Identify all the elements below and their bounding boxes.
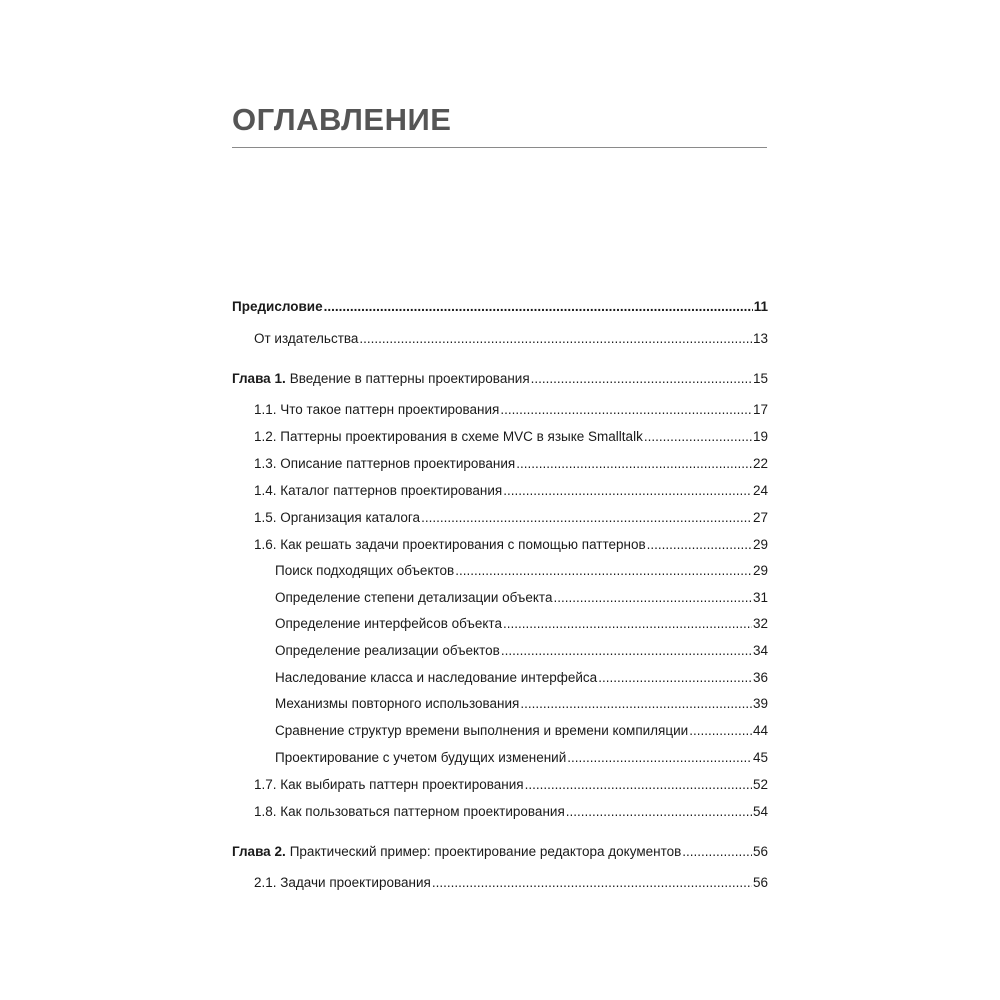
toc-entry-leader-dots — [647, 536, 752, 554]
toc-entry-title: 1.5. Организация каталога — [254, 510, 421, 525]
toc-entry-title: 1.8. Как пользоваться паттерном проектирования — [254, 804, 565, 819]
toc-entry-page-number: 17 — [752, 402, 768, 417]
toc-entry-title: 1.3. Описание паттернов проектирования — [254, 456, 516, 471]
toc-entry — [232, 370, 768, 388]
toc-entry-page-number: 32 — [752, 616, 768, 631]
toc-entry-leader-dots — [598, 669, 752, 687]
toc-entry-page-number: 29 — [752, 563, 768, 578]
toc-entry-leader-dots — [531, 370, 752, 388]
toc-entry-title: Введение в паттерны проектирования — [289, 371, 530, 386]
toc-entry-page-number: 36 — [752, 670, 768, 685]
toc-entry-title: Предисловие — [232, 299, 323, 314]
toc-entry-page-number: 15 — [752, 371, 768, 386]
toc-entry-page-number: 31 — [752, 590, 768, 605]
toc-entry-title: Сравнение структур времени выполнения и времени компиляции — [275, 723, 689, 738]
toc-entry — [275, 589, 768, 607]
toc-entry-page-number: 45 — [752, 750, 768, 765]
toc-entry-page-number: 54 — [752, 804, 768, 819]
toc-entry-title: 1.2. Паттерны проектирования в схеме MVC в языке Smalltalk — [254, 429, 643, 444]
toc-entry-leader-dots — [682, 843, 752, 861]
toc-entry-title: Определение реализации объектов — [275, 643, 500, 658]
toc-entry — [232, 298, 768, 316]
toc-entry-leader-dots — [566, 803, 752, 821]
toc-entry — [254, 401, 768, 419]
toc-entry-leader-dots — [421, 509, 752, 527]
toc-entry-leader-dots — [525, 776, 752, 794]
toc-entry-title: 2.1. Задачи проектирования — [254, 875, 431, 890]
toc-entry-leader-dots — [455, 562, 752, 580]
toc-entry-leader-dots — [689, 722, 752, 740]
toc-entry-title: Механизмы повторного использования — [275, 696, 520, 711]
toc-entry-title: Наследование класса и наследование интерфейса — [275, 670, 598, 685]
toc-entry-leader-dots — [503, 615, 752, 633]
toc-entry-page-number: 19 — [752, 429, 768, 444]
toc-entry — [275, 695, 768, 713]
toc-entry-leader-dots — [553, 589, 752, 607]
toc-entry — [254, 803, 768, 821]
toc-entry-page-number: 24 — [752, 483, 768, 498]
toc-entry — [254, 482, 768, 500]
toc-entry-leader-dots — [324, 298, 753, 316]
toc-entry-title: Определение степени детализации объекта — [275, 590, 553, 605]
toc-entry-leader-dots — [567, 749, 752, 767]
toc-entry-page-number: 13 — [752, 331, 768, 346]
toc-entry-page-number: 22 — [752, 456, 768, 471]
toc-entry-leader-dots — [520, 695, 752, 713]
toc-entry-page-number: 39 — [752, 696, 768, 711]
toc-entry-page-number: 56 — [752, 875, 768, 890]
toc-entry — [254, 330, 768, 348]
toc-entry-title: От издательства — [254, 331, 359, 346]
toc-entry-title: Практический пример: проектирование редактора документов — [289, 844, 682, 859]
toc-entry-title: Определение интерфейсов объекта — [275, 616, 502, 631]
toc-entry — [275, 615, 768, 633]
toc-entry-chapter-label: Глава 1. — [232, 371, 286, 386]
toc-entry-chapter-label: Глава 2. — [232, 844, 286, 859]
toc-entry-leader-dots — [503, 482, 752, 500]
toc-entry-page-number: 11 — [753, 299, 768, 314]
toc-entry-title: Проектирование с учетом будущих изменений — [275, 750, 567, 765]
toc-entry — [254, 509, 768, 527]
toc-entry-page-number: 44 — [752, 723, 768, 738]
toc-entry — [254, 536, 768, 554]
toc-entry-page-number: 27 — [752, 510, 768, 525]
toc-entry-title: 1.1. Что такое паттерн проектирования — [254, 402, 500, 417]
toc-entry-leader-dots — [359, 330, 752, 348]
toc-entry — [254, 776, 768, 794]
toc-entry-title: 1.4. Каталог паттернов проектирования — [254, 483, 503, 498]
toc-entry — [275, 642, 768, 660]
toc-entry-page-number: 29 — [752, 537, 768, 552]
toc-entry — [275, 749, 768, 767]
page-title: ОГЛАВЛЕНИЕ — [232, 102, 452, 137]
toc-entry — [275, 562, 768, 580]
toc-entry-title: Поиск подходящих объектов — [275, 563, 455, 578]
toc-entry-leader-dots — [516, 455, 752, 473]
toc-entry-page-number: 56 — [752, 844, 768, 859]
toc-entry-title: 1.6. Как решать задачи проектирования с помощью паттернов — [254, 537, 646, 552]
toc-entry-page-number: 34 — [752, 643, 768, 658]
toc-entry-leader-dots — [432, 874, 752, 892]
toc-entry — [275, 669, 768, 687]
toc-entry-leader-dots — [644, 428, 752, 446]
toc-entry — [232, 843, 768, 861]
toc-entry-page-number: 52 — [752, 777, 768, 792]
toc-entry — [254, 428, 768, 446]
toc-entry — [254, 455, 768, 473]
toc-entry-leader-dots — [501, 642, 752, 660]
toc-entry-title: 1.7. Как выбирать паттерн проектирования — [254, 777, 524, 792]
toc-entry — [275, 722, 768, 740]
toc-entry — [254, 874, 768, 892]
toc-entry-leader-dots — [500, 401, 752, 419]
